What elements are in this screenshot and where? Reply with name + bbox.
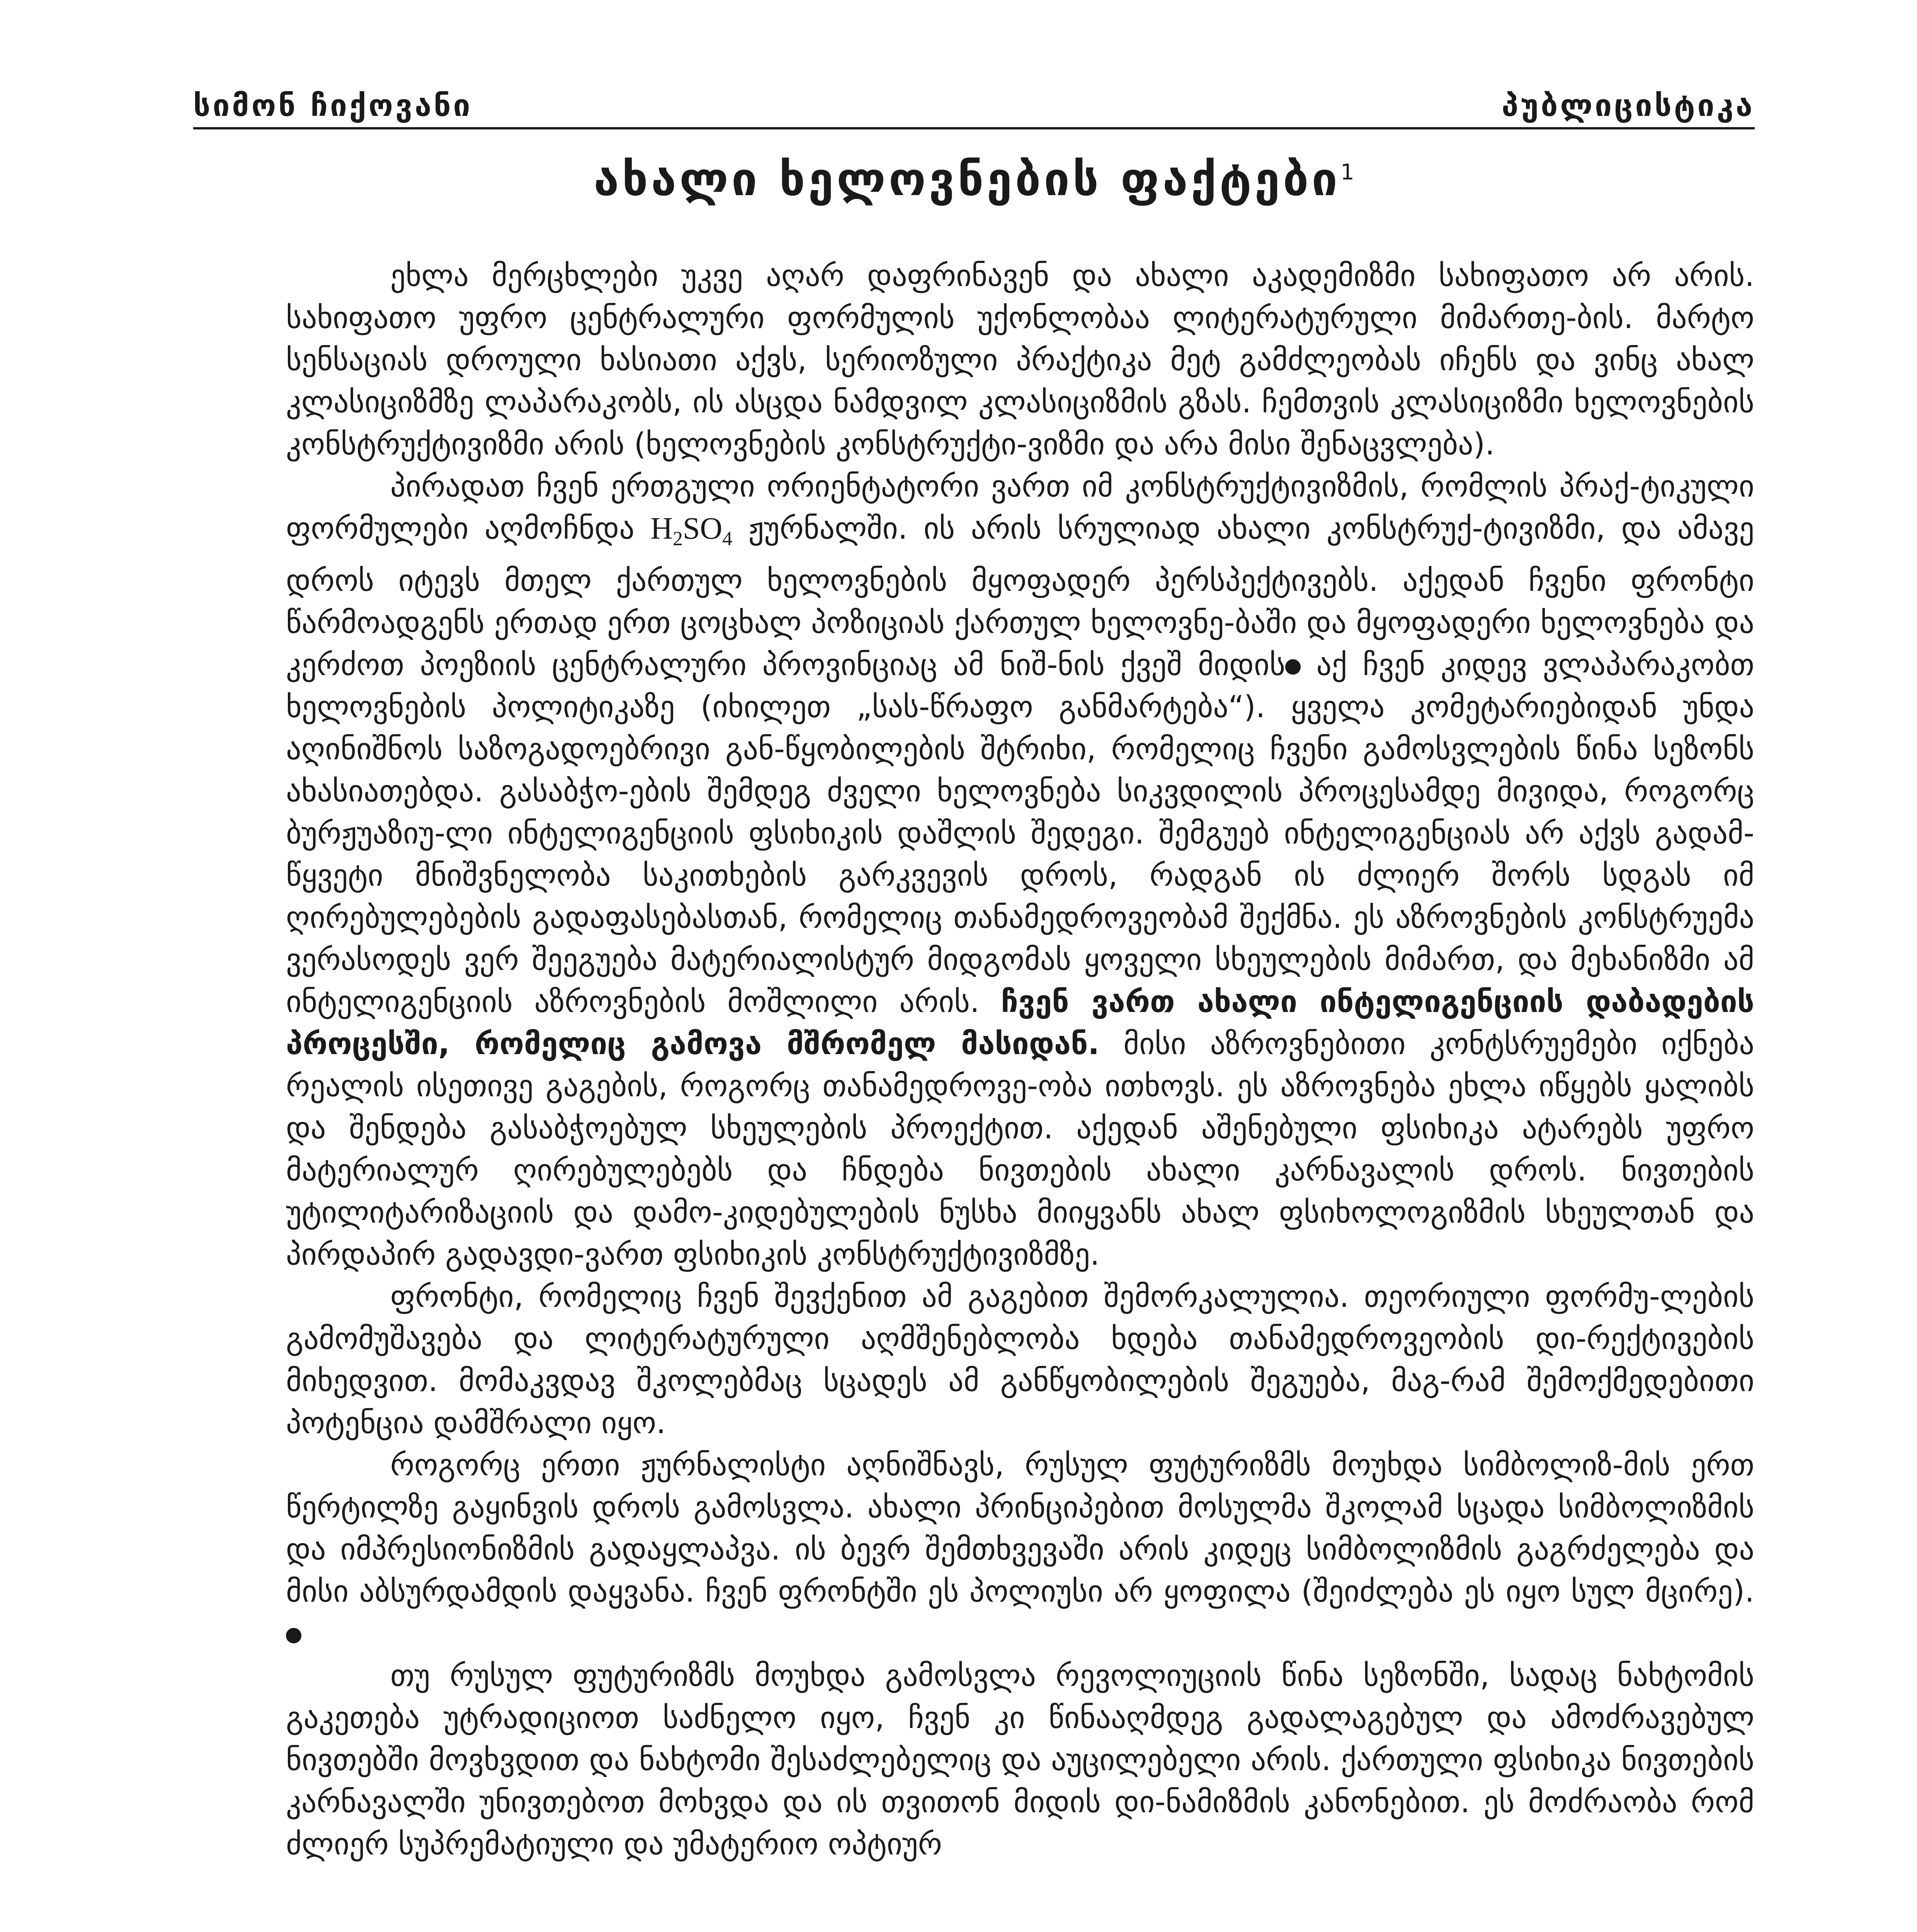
paragraph-4 [286,1444,1754,1655]
paragraph-2-part-d: მისი აზროვნებითი კონტსრუემები იქნება რეალის ისეთივე გაგების, როგორც თანამედროვე-ობა ითხოვს. ეს აზროვნება ეხლა იწყებს ყალიბს და შენდება გასაბჭოებულ სხეულების პროექტით. აქედან აშენებული ფსიხიკა ატარებს უფრო მატერიალურ ღირებულებებს და ჩნდება ნივთების ახალი კარნავალის დროს. ნივთების უტილიტარიზაციის და დამო-კიდებულების ნუსხა მიიყვანს ახალ ფსიხოლოგიზმის სხეულთან და პირდაპირ გადავდი-ვართ ფსიხიკის კონსტრუქტივიზმზე. [286,1027,1754,1272]
title-footnote-mark: 1 [1340,160,1354,185]
paragraph-3: ფრონტი, რომელიც ჩვენ შევქენით ამ გაგებით შემორკალულია. თეორიული ფორმუ-ლების გამომუშავება და ლიტერატურული აღმშენებლობა ხდება თანამედროვეობის დი-რექტივების მიხედვით. მომაკვდავ შკოლებმაც სცადეს ამ განწყობილების შეგუება, მაგ-რამ შემოქმედებითი პოტენცია დამშრალი იყო. [286,1279,1754,1440]
paragraph-2-part-a: პირადათ ჩვენ ერთგული ორიენტატორი ვართ იმ კონსტრუქტივიზმის, რომლის პრაქ-ტიკული ფორმულები აღმოჩნდა [286,469,1754,546]
header-section: პუბლიცისტიკა [1502,88,1755,123]
paragraph-2-part-c: აქ ჩვენ კიდევ ვლაპარაკობთ ხელოვნების პოლიტიკაზე (იხილეთ „სას-წრაფო განმარტება“). ყველა კომეტარიებიდან უნდა აღინიშნოს საზოგადოებრივი გან-წყობილების შტრიხი, რომელიც ჩვენი გამოსვლების წინა სეზონს ახასიათებდა. გასაბჭო-ების შემდეგ ძველი ხელოვნება სიკვდილის პროცესამდე მივიდა, როგორც ბურჟუაზიუ-ლი ინტელიგენციის ფსიხიკის დაშლის შედეგი. შემგუებ ინტელიგენციას არ აქვს გადამ-წყვეტი მნიშვნელობა საკითხების გარკვევის დროს, რადგან ის ძლიერ შორს სდგას იმ ღირებულებების გადაფასებასთან, რომელიც თანამედროვეობამ შექმნა. ეს აზროვნების კონსტრუემა ვერასოდეს ვერ შეეგუება მატერიალისტურ მიდგომას ყოველი სხეულების მიმართ, და მეხანიზმი ამ ინტელიგენციის აზროვნების მოშლილი არის. [286,648,1754,1019]
header-rule [193,127,1755,129]
paragraph-2 [286,466,1754,1276]
chemical-formula: $H_2SO_4$ [650,512,733,550]
paragraph-4-text: როგორც ერთი ჟურნალისტი აღნიშნავს, რუსულ ფუტურიზმს მოუხდა სიმბოლიზ-მის ერთ წერტილზე გაყინვის დროს გამოსვლა. ახალი პრინციპებით მოსულმა შკოლამ სცადა სიმბოლიზმის და იმპრესიონიზმის გადაყლაპვა. ის ბევრ შემთხვევაში არის კიდეც სიმბოლიზმის გაგრძელება და მისი აბსურდამდის დაყვანა. ჩვენ ფრონტში ეს პოლიუსი არ ყოფილა (შეიძლება ეს იყო სულ მცირე). [286,1448,1754,1609]
article-body [286,255,1754,1866]
bullet-mark [1285,659,1301,675]
paragraph-5: თუ რუსულ ფუტურიზმს მოუხდა გამოსვლა რევოლიუციის წინა სეზონში, სადაც ნახტომის გაკეთება უტრადიციოთ საძნელო იყო, ჩვენ კი წინააღმდეგ გადალაგებულ და ამოძრავებულ ნივთებში მოვხვდით და ნახტომი შესაძლებელიც და აუცილებელი არის. ქართული ფსიხიკა ნივთების კარნავალში უნივთებოთ მოხვდა და ის თვითონ მიდის დი-ნამიზმის კანონებით. ეს მოძრაობა რომ ძლიერ სუპრემატიული და უმატერიო ოპტიურ [286,1658,1754,1862]
paragraph-2-part-b: ჟურნალში. ის არის სრულიად ახალი კონსტრუქ-ტივიზმი, და ამავე დროს იტევს მთელ ქართულ ხელოვნების მყოფადერ პერსპექტივებს. აქედან ჩვენი ფრონტი წარმოადგენს ერთად ერთ ცოცხალ პოზიციას ქართულ ხელოვნე-ბაში და მყოფადერი ხელოვნება და კერძოთ პოეზიის ცენტრალური პროვინციაც ამ ნიშ-ნის ქვეშ მიდის [286,511,1754,682]
title-text: ახალი ხელოვნების ფაქტები [594,153,1340,206]
running-header [193,83,1755,129]
article-title [193,153,1755,206]
header-author: სიმონ ჩიქოვანი [193,88,473,123]
paragraph-2-bold-sentence: ჩვენ ვართ ახალი ინტელიგენციის დაბადების პროცესში, რომელიც გამოვა მშრომელ მასიდან. [286,985,1754,1061]
paragraph-1: ეხლა მერცხლები უკვე აღარ დაფრინავენ და ახალი აკადემიზმი სახიფათო არ არის. სახიფათო უფრო ცენტრალური ფორმულის უქონლობაა ლიტერატურული მიმართე-ბის. მარტო სენსაციას დროული ხასიათი აქვს, სერიოზული პრაქტიკა მეტ გამძლეობას იჩენს და ვინც ახალ კლასიციზმზე ლაპარაკობს, ის ასცდა ნამდვილ კლასიციზმის გზას. ჩემთვის კლასიციზმი ხელოვნების კონსტრუქტივიზმი არის (ხელოვნების კონსტრუქტი-ვიზმი და არა მისი შენაცვლება). [286,259,1754,462]
bullet-mark [286,1628,301,1643]
